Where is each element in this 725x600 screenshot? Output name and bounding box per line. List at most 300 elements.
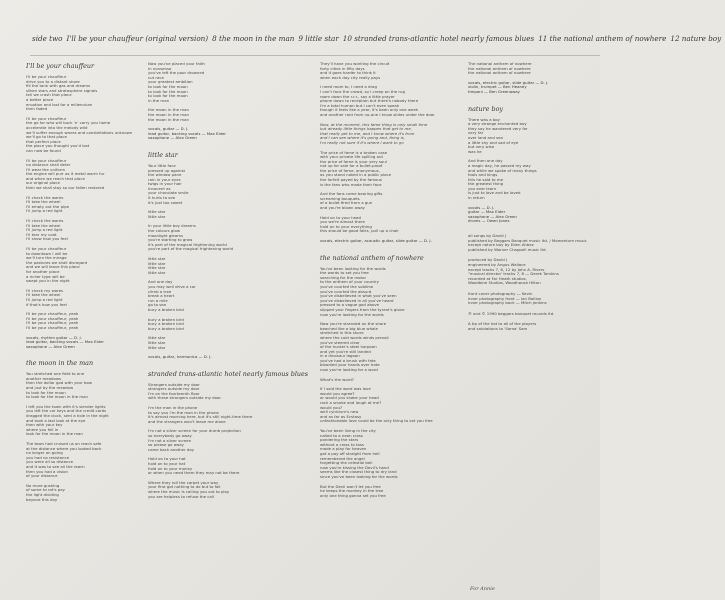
lyric-stanza (320, 322, 472, 373)
lyric-line: you're starting to grow (148, 237, 193, 243)
info-line: inner photography front — Ian Bollion (468, 295, 542, 301)
lyric-line: I'll be your chauffeur, yeah (26, 311, 79, 317)
track-title: 9 little star (298, 34, 339, 43)
lyric-line: of your distance (26, 473, 58, 479)
song-credits (468, 206, 598, 224)
lyric-line: little star (148, 335, 166, 341)
lyric-line: pressed to a vague god above (320, 302, 380, 308)
lyric-line: I'll take the wheel (26, 292, 61, 298)
lyric-line: run a mile (148, 297, 168, 303)
lyric-stanza (148, 481, 310, 499)
lyric-line: I'll jump a red light (26, 227, 63, 233)
lyric-line: to say you I'm the man in the phone (148, 409, 219, 415)
lyric-line: But the Devil won't let you free (320, 483, 381, 489)
lyric-line: and as far as Ecstasy (320, 413, 362, 419)
lyric-line: but very wise (468, 144, 495, 150)
song-section (468, 62, 598, 95)
credit-line: saxophone — Alex Green (26, 343, 75, 349)
lyric-line: a richer type will be (26, 273, 65, 279)
lyric-line: silken stars and stratosphere signals (26, 87, 98, 93)
lyric-line: remembered the angel (320, 455, 365, 461)
lyric-stanza (148, 383, 310, 401)
lyric-line: in a dinosaur lagoon (320, 353, 360, 359)
lyric-line: twigs in your hair (148, 181, 182, 187)
lyric-line: forty cities in fifty days (320, 65, 365, 71)
lyric-line: You've been living in the city (320, 428, 376, 433)
lyric-line: I can't face the crowd, so I creep on the rug (320, 88, 405, 94)
song-title: the national anthem of nowhere (320, 253, 424, 262)
credit-line: saxophone — Alex Green (468, 213, 517, 219)
credit-line: lead guitar, backing vocals — Max Eider (148, 130, 227, 136)
lyric-line: was he (468, 148, 482, 154)
song-title: little star (148, 150, 178, 159)
lyric-stanza (148, 164, 310, 205)
song-title: stranded trans-atlantic hotel nearly famous blues (148, 369, 309, 378)
lyric-line: tell we crash that place (26, 92, 72, 98)
lyric-line: got a pay off straight from hell (320, 450, 380, 456)
dedication: For Annie (470, 586, 495, 592)
lyric-line: Strangers outside my door (148, 381, 200, 387)
lyric-line: dragged the clock, sent a hole in the night (26, 413, 109, 419)
lyric-line: beyond this day (26, 496, 58, 502)
lyric-stanza (26, 247, 144, 284)
track-title: 11 the national anthem of nowhere (538, 34, 667, 43)
lyric-stanza (148, 429, 310, 452)
lyric-line: you may well drive a car (148, 283, 196, 289)
spoken-line: but already little things happen that get to me, (320, 126, 412, 132)
lyric-line: is the fans who made their face (320, 181, 382, 187)
lyric-line: then with your key (26, 422, 63, 428)
lyric-line: Hold on to your hat (148, 456, 186, 462)
lyric-stanza (320, 485, 472, 499)
song-section (148, 370, 310, 499)
lyric-stanza (148, 224, 310, 252)
lyric-stanza (320, 387, 472, 424)
lyric-line: the moon in the man (148, 111, 189, 117)
lyric-line: and it was to see all the reach (26, 463, 85, 469)
lyric-stanza (148, 280, 310, 312)
lyric-line: you ever learn (468, 185, 497, 191)
lyric-line: it's just too sweet (148, 199, 183, 205)
info-line: recorded at Far Heath studios, (468, 275, 527, 281)
lyric-line: hold on to your everything (320, 223, 372, 229)
lyric-line: little star (148, 256, 166, 261)
column-1 (26, 62, 144, 512)
lyric-line: you are helpless to refuse the call (148, 493, 214, 499)
lyric-line: and it goes harder to think it (320, 70, 376, 76)
lyric-line: now you're looking for the words (320, 311, 384, 317)
lyric-line: the price of fame is your very soul (320, 158, 387, 164)
lyric-line: bury a broken bird (148, 321, 184, 327)
lyric-line: to look for the moon (148, 83, 188, 89)
spoken-line: Now, at the moment, this fame thing is only small time (320, 121, 428, 127)
lyric-line: a magic day, he passed my way (468, 162, 531, 168)
lyric-line: your greatest ambition (148, 79, 193, 85)
lyric-line: the pastures we shall disregard (26, 259, 88, 265)
lyric-line: now you're looking for a word (320, 367, 378, 373)
lyric-line: little star (148, 209, 166, 215)
lyric-stanza (26, 289, 144, 307)
lyric-line: the national anthem of nowhere (468, 65, 531, 71)
info-line: ℗ and © 1990 beggars banquet records ltd. (468, 310, 555, 316)
lyric-line: to look for the moon (26, 389, 66, 395)
info-line: except tracks 7, 8, 12 by John A. Rivers (468, 266, 545, 272)
credit-line: vocals, electric guitar, acoustic guitar, slide guitar — D. J. (320, 238, 432, 243)
lyric-line: phone down to reception but there's nobody there (320, 98, 419, 104)
lyric-line: it's part of the magical frightening world (148, 241, 227, 247)
lyric-line: screaming bouquets (320, 195, 360, 201)
lyric-stanza (26, 75, 144, 112)
lyric-line: I'll empty out the pipe (26, 203, 69, 209)
lyric-line: the window pane (148, 172, 182, 178)
lyric-line: come back another day (148, 446, 195, 452)
lyric-line: you've had a brush with fate (320, 357, 376, 363)
lyric-line: little star (148, 339, 166, 345)
lyric-line: You've been looking for the words (320, 265, 386, 271)
lyric-line: your first got nothing to do but to fall (148, 484, 221, 490)
lyric-line: room down the r.r.r., say a little prayer (320, 93, 395, 99)
lyric-stanza (26, 372, 144, 400)
lyric-line: Your little face (148, 162, 176, 168)
credit-line: vocals — D. J. (468, 204, 495, 210)
spoken-line: and I can see where it's going and, thing is, (320, 135, 405, 141)
column-4 (468, 62, 598, 338)
header-divider (30, 55, 600, 56)
lyric-line: you've courted the sublime (320, 283, 374, 289)
lyric-line: since you've been looking for the words (320, 473, 398, 479)
lyric-line: the national anthem of nowhere (468, 70, 531, 76)
lyric-line: Now you've placed your faith (148, 61, 205, 66)
lyric-line: without a cross to toss (320, 441, 364, 447)
lyric-line: I'll show how you feel (26, 236, 68, 242)
lyric-stanza (26, 159, 144, 191)
lyric-line: very far (468, 130, 484, 136)
lyric-line: and while we spoke of many things (468, 167, 537, 173)
lyric-line: I'll take the wheel (26, 199, 61, 205)
lyric-stanza (26, 219, 144, 242)
lyric-line: the go for who will buck 'n' carry you home (26, 120, 111, 126)
lyric-line: the engine will purr as it metal warm fur (26, 171, 105, 177)
song-section (26, 62, 144, 349)
lyric-line: for another place (26, 268, 60, 274)
lyric-line: and yet you're still landed (320, 348, 371, 354)
lyric-line: moonlight gleams (148, 232, 184, 238)
lyric-line: What's the word? (320, 376, 354, 382)
lyric-line: look for the moon in the man (26, 431, 83, 437)
lyric-line: at the distance where you looked back (26, 445, 102, 451)
album-info-block (468, 234, 598, 252)
info-line: and salutations to 'Soma' Sam (468, 325, 528, 331)
lyric-line: Now you're stranded on the shore (320, 321, 387, 327)
lyric-stanza (320, 85, 472, 117)
lyric-line: bury a broken bird (148, 306, 184, 312)
lyric-line: and just by the meadow (26, 385, 74, 391)
lyric-line: I'll be your chauffeur (26, 246, 67, 251)
lyric-line: with your private life spilling out (320, 154, 383, 160)
info-line: front cover photography — Kevin (468, 290, 533, 296)
lyric-line: you've disbelieved in all you've heard (320, 297, 394, 303)
lyric-line: and the strangers won't leave me alone (148, 418, 226, 424)
lyric-line: the moon in the man (148, 107, 189, 113)
song-credits (148, 355, 310, 360)
lyric-line: or would you shake your head (320, 395, 379, 401)
song-section (148, 62, 310, 141)
lyric-line: fill the tank with gas and dreams (26, 83, 91, 89)
lyric-line: climb a tree (148, 288, 172, 294)
lyric-line: and took a last look at the eye (26, 417, 86, 423)
lyric-line: Hold on to your head (320, 214, 362, 220)
credit-line: vocals, guitar, harmonica — D. J. (148, 354, 212, 360)
lyric-line: of a bullet fired from a gun (320, 200, 373, 206)
lyric-line: I'll be your chauffeur, yeah (26, 320, 79, 326)
lyric-line: where the music is calling you out to play (148, 488, 230, 494)
album-info-block (468, 258, 598, 286)
lyric-line: I'll check the wares (26, 218, 64, 224)
lyric-line: we'll turn the mirage (26, 255, 67, 261)
lyric-line: accelerate into the melody wild (26, 124, 88, 130)
lyric-stanza (468, 62, 598, 76)
lyric-line: I'll take the wheel (26, 222, 61, 228)
track-title: 12 nature boy (670, 34, 722, 43)
lyric-line: with these strangers outside my door (148, 395, 222, 401)
lyric-line: There was a boy (468, 116, 500, 122)
lyric-line: a little shy and sad of eye (468, 139, 519, 145)
lyric-line: is just to love and be loved (468, 190, 521, 196)
lyric-line: I need room to, I need a drag (320, 84, 377, 90)
lyric-line: You stretched one field to one (26, 371, 85, 377)
lyric-line: no distance shall deter (26, 162, 71, 168)
lyric-line: to downtown I will be (26, 250, 68, 256)
lyric-line: I'm the man in the phone (148, 405, 198, 411)
lyric-line: seems like the closest thing to dry land (320, 469, 397, 475)
lyric-line: little star (148, 260, 166, 266)
info-line: "musical director' tracks 7, 8 — Derek Tomkins (468, 271, 559, 277)
lyric-line: you're part of the magical frightening world (148, 246, 234, 252)
lyric-line: you've disbelieved in what you've seen (320, 293, 397, 299)
lyric-line: the light dividing (26, 491, 59, 497)
lyric-stanza (148, 257, 310, 275)
credit-line: lead guitar, backing vocals — Max Eider (26, 339, 105, 345)
lyric-stanza (468, 159, 598, 200)
lyric-stanza (148, 336, 310, 350)
lyric-line: I left you the town with it's slender lights (26, 403, 106, 409)
lyric-line: stretched in this shore (320, 330, 364, 336)
lyric-line: rain in your eyes (148, 176, 181, 182)
info-line: published by Warner Chappell music ltd. (468, 246, 547, 252)
lyric-line: to look for the moon in the man (26, 394, 88, 400)
lyric-line: would you agree? (320, 390, 355, 396)
lyric-line: then you had a vision (26, 468, 68, 474)
lyric-line: a better place (26, 96, 54, 102)
song-credits (468, 81, 598, 95)
lyric-line: the moon in the man (148, 116, 189, 122)
lyric-line: hold on to your money (148, 465, 193, 471)
lyric-line: to look for the moon (148, 93, 188, 99)
credit-line: vocals, guitar — D. J. (148, 126, 189, 132)
lyric-line: then we shall stay so our fallen restored (26, 185, 105, 191)
lyric-stanza (148, 457, 310, 475)
lyric-stanza (320, 267, 472, 318)
lyric-line: the words to set you free (320, 270, 369, 276)
lyric-line: pondering the stars (320, 437, 359, 443)
credit-line: vocals, electric guitar, slide guitar — D. J. (468, 79, 549, 85)
lyric-line: In your little boy dreams (148, 223, 196, 229)
lyric-line: The town had cruised us on reach safe (26, 441, 102, 446)
lyric-line: made a play for heaven (320, 446, 367, 452)
song-section (148, 151, 310, 360)
lyric-stanza (320, 151, 472, 188)
lyric-line: I'll jump a red light (26, 208, 63, 214)
lyric-stanza (148, 108, 310, 122)
info-line: produced by David J (468, 257, 508, 263)
spoken-line: that really get to me, and I know where it's from (320, 130, 415, 136)
lyric-stanza (148, 318, 310, 332)
lyric-line: another meadows (26, 375, 62, 381)
lyric-line: a very strange enchanted boy (468, 121, 527, 127)
lyric-stanza (26, 484, 144, 502)
lyric-line: the colours glow (148, 228, 181, 234)
lyric-line: where the cold words winds prevail (320, 334, 389, 340)
lyric-line: forgetting the celestial bell (320, 460, 373, 466)
info-line: A tip of the hat to all of the players (468, 321, 537, 327)
lyric-line: and you're blown away (320, 205, 365, 211)
lyric-line: Where they roll the carpet your way (148, 479, 219, 485)
lyric-line: or when you need them they may not be there (148, 470, 240, 476)
lyric-line: I'm a total human but I can't even speak (320, 102, 400, 108)
lyric-line: you've steered clear (320, 339, 360, 345)
lyric-line: I'll be your chauffeur, yeah (26, 324, 79, 330)
lyric-line: this he said to me (468, 176, 503, 182)
lyric-line: drive you to a distant shore (26, 78, 80, 84)
lyric-line: it's almost morning here, but it's still night-time there (148, 414, 253, 420)
lyric-line: the greatest thing (468, 181, 504, 187)
info-line: all songs by David J (468, 233, 507, 239)
lyric-line: only one thing gonna set you free (320, 492, 386, 498)
lyric-stanza (26, 312, 144, 330)
credit-line: timpani — Ben Greenaway (468, 88, 520, 94)
song-title: I'll be your chauffeur (26, 62, 95, 70)
lyric-line: searching for the motor (320, 274, 367, 280)
lyric-line: beached like a big blue whale (320, 325, 378, 331)
lyric-stanza (320, 216, 472, 234)
lyric-stanza (320, 192, 472, 210)
album-info-block (468, 322, 598, 331)
lyric-line: that perfect place (26, 138, 61, 144)
lyric-line: I'll be your chauffeur (26, 157, 67, 163)
song-section (468, 105, 598, 224)
lyric-line: to the anthem of your country (320, 279, 379, 285)
lyric-line: fools and kings (468, 172, 498, 178)
lyric-stanza (320, 62, 472, 80)
lyric-line: though it feels like a year, it's been only one week (320, 107, 419, 113)
lyric-line: you had no resistance (26, 454, 69, 460)
spoken-line: I'm really not sure if it's where I want to go (320, 139, 404, 145)
lyric-line: when each day city really pays (320, 74, 381, 80)
lyric-line: of the hunter's steel harpoon (320, 344, 377, 350)
track-title: 8 the moon in the man (212, 34, 295, 43)
lyric-line: unfashionable love could be the only thing to set you free (320, 418, 433, 424)
lyric-line: hold on to your hat (148, 461, 186, 466)
lyric-line: I'll be your chauffeur (26, 115, 67, 121)
lyric-line: the forfeit payed by the famous (320, 177, 382, 183)
song-section (320, 254, 472, 499)
lyric-stanza (148, 406, 310, 424)
info-line: published by Beggars Banquet music ltd. / Momentum music (468, 237, 587, 243)
column-3 (320, 62, 472, 508)
lyric-line: our original place (26, 180, 60, 186)
lyric-line: then the dollar god with your bow (26, 380, 93, 386)
lyric-line: strangers outside my door (148, 386, 200, 392)
lyric-stanza (26, 405, 144, 437)
lyric-line: eruption and lost for a millennium (26, 101, 93, 107)
lyric-line: over land and sea (468, 134, 503, 140)
lyric-stanza (468, 118, 598, 155)
lyric-line: rock a smoke and laugh at me? (320, 400, 382, 406)
lyric-line: he keeps the monkey in the tree (320, 488, 384, 494)
lyric-line: and when we reach that place (26, 175, 85, 181)
lyric-line: you left the car keys and the credit cards (26, 408, 107, 414)
lyric-stanza (320, 378, 472, 383)
lyric-line: we'll go to that place (26, 134, 67, 140)
track-title: 10 stranded trans-atlantic hotel nearly famous blues (342, 34, 535, 43)
song-section (320, 62, 472, 244)
lyric-stanza (148, 210, 310, 219)
lyric-line: you've left the poor drowned (148, 70, 205, 76)
lyric-line: bury a broken bird (148, 325, 184, 331)
lyric-line: bury a broken bird (148, 316, 184, 322)
credit-line: vocals, rhythm guitar — D. J. (26, 334, 82, 340)
lyric-stanza (26, 196, 144, 214)
credit-line: drums — Owen Jones (468, 218, 510, 224)
song-title: the moon in the man (26, 359, 94, 368)
song-title: nature boy (468, 104, 504, 113)
lyric-line: little star (148, 344, 166, 350)
lyric-line: go to sea (148, 302, 167, 308)
info-line: Woodbine Studios, Woodhouse Hilton (468, 280, 541, 286)
lyric-line: innocent as (148, 185, 171, 191)
song-credits (320, 239, 472, 244)
lyric-line: of some to rat's pay (26, 487, 65, 493)
credit-line: saxophone — Alex Green (148, 135, 197, 141)
album-info-block (468, 312, 598, 317)
lyric-line: And then one day (468, 158, 503, 164)
lyric-line: not up for sale for a bullet-proof (320, 163, 383, 169)
info-line: except nature boy by Eden Ahbez (468, 242, 534, 248)
lyric-line: cut race (148, 74, 164, 80)
lyric-line: in the man (148, 97, 170, 103)
lyric-line: I'll jump a red light (26, 296, 63, 302)
lyric-stanza (148, 62, 310, 103)
lyric-line: then faded (26, 106, 48, 112)
column-2 (148, 62, 310, 509)
lyric-line: if that's how you feel (26, 301, 67, 307)
lyric-line: this should be good folks, pull up a chair (320, 228, 399, 234)
spoken-stanza (320, 123, 472, 146)
lyric-line: The price of fame is a broken case (320, 149, 388, 155)
lyric-line: you've courted the absurd (320, 288, 372, 294)
lyric-line: you were all so distance (26, 459, 74, 465)
lyric-stanza (26, 442, 144, 479)
lyric-line: no longer on going (26, 450, 63, 456)
lyric-stanza (320, 429, 472, 480)
lyric-line: I'll be your chauffeur, yeah (26, 315, 79, 321)
lyric-line: the place you thought you'd lost (26, 143, 90, 149)
lyric-line: swept you in the night (26, 278, 70, 284)
info-line: inner photography back — Mitch Jenkins (468, 300, 547, 306)
lyric-line: would you? (320, 404, 343, 410)
lyric-line: nailed to a neon cross (320, 432, 363, 438)
lyric-line: where you fell in (26, 426, 59, 432)
